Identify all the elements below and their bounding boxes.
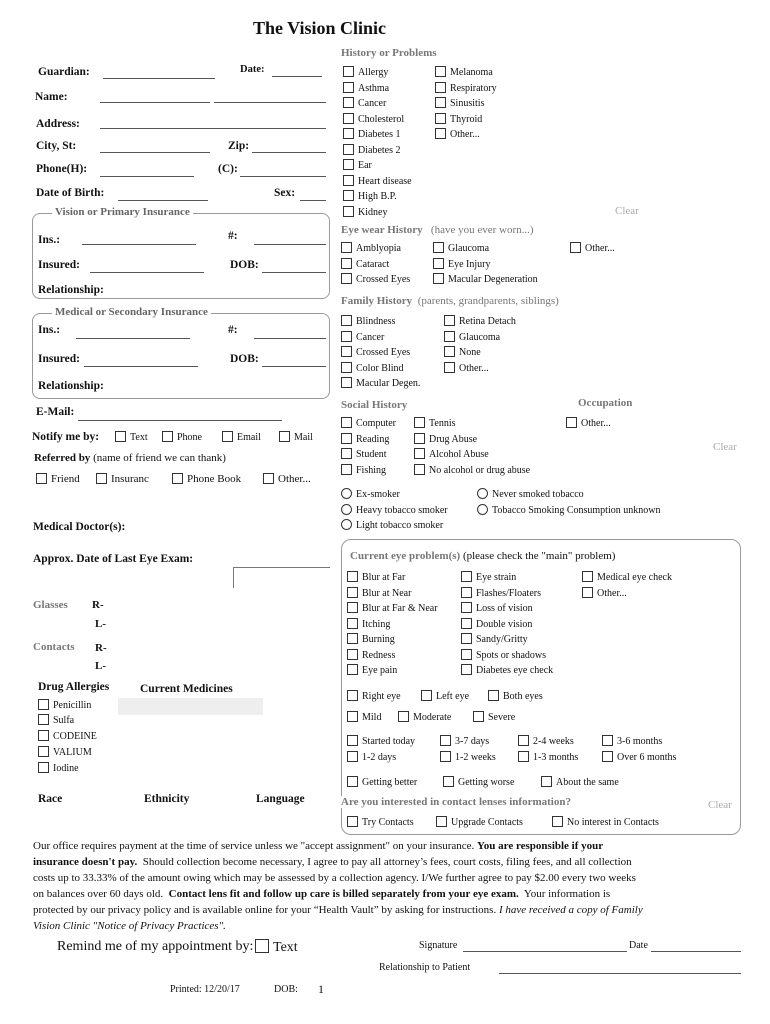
- last-exam-label: Approx. Date of Last Eye Exam:: [33, 553, 194, 565]
- social-item-label: Student: [356, 449, 387, 460]
- 3-7-days-checkbox[interactable]: 3-7 days: [440, 735, 489, 747]
- smoke-light-radio[interactable]: Light tobacco smoker: [341, 519, 443, 531]
- zip-label: Zip:: [228, 140, 250, 152]
- family-item-checkbox[interactable]: [341, 377, 420, 389]
- ins2-label: Ins.:: [38, 324, 61, 336]
- both-eyes-checkbox[interactable]: Both eyes: [488, 690, 543, 702]
- 1-2-days-checkbox[interactable]: 1-2 days: [347, 751, 396, 763]
- history-item-label: Respiratory: [450, 82, 497, 94]
- history-item-checkbox[interactable]: [343, 175, 412, 187]
- eyewear-item-label: Glaucoma: [448, 243, 490, 254]
- remind-text-checkbox[interactable]: Text: [255, 939, 298, 956]
- email-label: E-Mail:: [36, 406, 75, 418]
- drug-allergies-label: Drug Allergies: [38, 681, 110, 693]
- insured2-label: Insured:: [38, 353, 80, 365]
- checkbox-box[interactable]: [341, 273, 352, 284]
- insured2-dob-field[interactable]: [262, 366, 326, 367]
- checkbox-box[interactable]: [435, 97, 446, 108]
- history-item-label: Thyroid: [450, 113, 483, 125]
- social-item-label: Alcohol Abuse: [429, 449, 489, 460]
- no-interest-contacts-checkbox[interactable]: No interest in Contacts: [552, 816, 659, 828]
- history-item-checkbox[interactable]: [435, 82, 497, 94]
- checkbox-box[interactable]: [347, 618, 358, 629]
- ins2-number-field[interactable]: [254, 338, 326, 339]
- ins2-number-label: #:: [228, 324, 238, 336]
- checkbox-box[interactable]: [414, 464, 425, 475]
- getting-worse-checkbox[interactable]: Getting worse: [443, 776, 514, 788]
- moderate-checkbox[interactable]: Moderate: [398, 711, 451, 723]
- date-sign-label: Date: [629, 940, 648, 951]
- current-problem-checkbox[interactable]: [461, 633, 528, 645]
- insured2-field[interactable]: [84, 366, 198, 367]
- history-item-label: Diabetes 2: [358, 144, 401, 156]
- current-problem-label: Blur at Far & Near: [362, 603, 438, 614]
- current-problem-label: Other...: [597, 587, 627, 599]
- eyewear-title: Eye wear History (have you ever worn...): [341, 224, 534, 236]
- glasses-l-label: L-: [95, 618, 106, 630]
- ins-field[interactable]: [82, 244, 196, 245]
- checkbox-box[interactable]: [414, 433, 425, 444]
- current-problem-checkbox[interactable]: [582, 587, 627, 599]
- family-item-checkbox[interactable]: [444, 346, 481, 358]
- address-field[interactable]: [100, 128, 326, 129]
- history-item-checkbox[interactable]: [435, 66, 493, 78]
- checkbox-box[interactable]: [343, 66, 354, 77]
- social-item-label: Computer: [356, 418, 396, 429]
- checkbox-box[interactable]: [341, 464, 352, 475]
- family-item-label: None: [459, 347, 481, 358]
- printed-date: Printed: 12/20/17: [170, 984, 240, 995]
- started-today-checkbox[interactable]: Started today: [347, 735, 415, 747]
- 3-6-months-checkbox[interactable]: 3-6 months: [602, 735, 662, 747]
- checkbox-box[interactable]: [444, 346, 455, 357]
- checkbox-box[interactable]: [414, 448, 425, 459]
- relationship2-label: Relationship:: [38, 380, 104, 392]
- eyewear-item-checkbox[interactable]: [341, 242, 401, 254]
- insured-dob-field[interactable]: [262, 272, 326, 273]
- current-problem-checkbox[interactable]: [582, 571, 672, 583]
- checkbox-box[interactable]: [461, 633, 472, 644]
- checkbox-box[interactable]: [435, 128, 446, 139]
- allergy-valium-checkbox[interactable]: VALIUM: [38, 746, 92, 758]
- current-problem-checkbox[interactable]: [461, 664, 553, 676]
- notify-phone-checkbox[interactable]: Phone: [162, 431, 202, 443]
- history-item-label: Other...: [450, 129, 480, 140]
- checkbox-box[interactable]: [444, 331, 455, 342]
- eyewear-item-label: Eye Injury: [448, 258, 491, 270]
- history-item-checkbox[interactable]: [343, 144, 401, 156]
- signature-label: Signature: [419, 940, 458, 951]
- checkbox-box[interactable]: [461, 649, 472, 660]
- checkbox-box[interactable]: [461, 587, 472, 598]
- social-item-label: Reading: [356, 433, 390, 445]
- eyewear-item-checkbox[interactable]: [433, 258, 491, 270]
- current-problem-checkbox[interactable]: [347, 571, 405, 583]
- checkbox-box[interactable]: [433, 273, 444, 284]
- 1-2-weeks-checkbox[interactable]: 1-2 weeks: [440, 751, 496, 763]
- race-label: Race: [38, 793, 63, 805]
- try-contacts-checkbox[interactable]: Try Contacts: [347, 816, 414, 828]
- social-item-label: Fishing: [356, 464, 387, 476]
- severe-checkbox[interactable]: Severe: [473, 711, 515, 723]
- checkbox-box[interactable]: [414, 417, 425, 428]
- name-first-field[interactable]: [100, 102, 210, 103]
- family-item-checkbox[interactable]: [341, 346, 410, 358]
- glasses-label: Glasses: [33, 599, 68, 611]
- checkbox-box[interactable]: [343, 113, 354, 124]
- referred-label: Referred by (name of friend we can thank): [34, 452, 226, 464]
- contacts-question: Are you interested in contact lenses information?: [341, 796, 571, 808]
- checkbox-box[interactable]: [347, 587, 358, 598]
- checkbox-box[interactable]: [461, 571, 472, 582]
- current-problem-checkbox[interactable]: [347, 602, 438, 614]
- current-problems-group: [341, 539, 741, 835]
- checkbox-box[interactable]: [343, 206, 354, 217]
- insured-dob-label: DOB:: [230, 259, 259, 271]
- relationship-patient-field[interactable]: [499, 973, 741, 974]
- social-item-label: Drug Abuse: [429, 433, 478, 445]
- family-item-label: Color Blind: [356, 362, 404, 374]
- social-item-checkbox[interactable]: [341, 433, 389, 445]
- checkbox-box[interactable]: [347, 602, 358, 613]
- family-item-checkbox[interactable]: [444, 331, 500, 343]
- eyewear-item-label: Amblyopia: [356, 243, 401, 254]
- current-medicines-field[interactable]: [118, 698, 263, 715]
- checkbox-box[interactable]: [444, 362, 455, 373]
- checkbox-box[interactable]: [435, 82, 446, 93]
- eyewear-item-checkbox[interactable]: [433, 242, 489, 254]
- history-item-label: Heart disease: [358, 175, 412, 187]
- page-number: 1: [318, 982, 324, 996]
- history-item-checkbox[interactable]: [343, 190, 397, 202]
- social-item-checkbox[interactable]: [341, 417, 396, 429]
- allergy-penicillin-checkbox[interactable]: Penicillin: [38, 699, 91, 711]
- history-item-label: Asthma: [358, 82, 390, 94]
- current-problem-label: Burning: [362, 634, 395, 645]
- phone-h-label: Phone(H):: [36, 163, 88, 175]
- checkbox-box[interactable]: [461, 602, 472, 613]
- smoke-unknown-radio[interactable]: Tobacco Smoking Consumption unknown: [477, 504, 660, 516]
- history-item-checkbox[interactable]: [435, 113, 482, 125]
- social-item-checkbox[interactable]: [414, 417, 456, 429]
- eyewear-item-label: Macular Degeneration: [448, 274, 538, 285]
- insured2-dob-label: DOB:: [230, 353, 259, 365]
- social-item-checkbox[interactable]: [341, 464, 386, 476]
- family-item-checkbox[interactable]: [444, 315, 516, 327]
- allergy-codeine-checkbox[interactable]: CODEINE: [38, 730, 97, 742]
- checkbox-box[interactable]: [433, 242, 444, 253]
- contacts-label: Contacts: [33, 641, 75, 653]
- social-item-label: No alcohol or drug abuse: [429, 464, 531, 476]
- date-label: Date:: [240, 64, 265, 75]
- history-item-label: Diabetes 1: [358, 129, 401, 140]
- getting-better-checkbox[interactable]: Getting better: [347, 776, 417, 788]
- referred-insurance-checkbox[interactable]: Insuranc: [96, 473, 149, 485]
- guardian-label: Guardian:: [38, 66, 90, 78]
- eyewear-item-checkbox[interactable]: [341, 258, 389, 270]
- checkbox-box[interactable]: [343, 190, 354, 201]
- zip-field[interactable]: [252, 152, 326, 153]
- sex-field[interactable]: [300, 200, 326, 201]
- eyewear-other-checkbox[interactable]: Other...: [570, 242, 615, 254]
- checkbox-box[interactable]: [461, 664, 472, 675]
- referred-other-checkbox[interactable]: Other...: [263, 473, 311, 485]
- ins2-field[interactable]: [76, 338, 190, 339]
- checkbox-box[interactable]: [341, 417, 352, 428]
- social-clear-button[interactable]: Clear: [713, 441, 737, 453]
- referred-friend-checkbox[interactable]: Friend: [36, 473, 80, 485]
- current-problem-label: Eye pain: [362, 665, 398, 676]
- checkbox-box[interactable]: [343, 128, 354, 139]
- checkbox-box[interactable]: [347, 571, 358, 582]
- checkbox-box[interactable]: [343, 97, 354, 108]
- current-problem-checkbox[interactable]: [461, 649, 546, 661]
- current-problem-checkbox[interactable]: [347, 587, 411, 599]
- current-problem-label: Flashes/Floaters: [476, 587, 541, 599]
- family-item-label: Retina Detach: [459, 316, 516, 327]
- remind-label: Remind me of my appointment by:: [57, 939, 254, 954]
- dob-field[interactable]: [118, 200, 208, 201]
- current-medicines-label: Current Medicines: [140, 683, 233, 695]
- history-item-label: Cancer: [358, 98, 387, 109]
- social-item-checkbox[interactable]: [414, 464, 530, 476]
- allergy-sulfa-checkbox[interactable]: Sulfa: [38, 714, 74, 726]
- current-problem-checkbox[interactable]: [347, 664, 397, 676]
- history-item-label: Ear: [358, 160, 372, 171]
- about-same-checkbox[interactable]: About the same: [541, 776, 619, 788]
- checkbox-box[interactable]: [341, 258, 352, 269]
- phone-c-field[interactable]: [240, 176, 326, 177]
- eyewear-item-checkbox[interactable]: [433, 273, 538, 285]
- history-item-checkbox[interactable]: [343, 97, 386, 109]
- 2-4-weeks-checkbox[interactable]: 2-4 weeks: [518, 735, 574, 747]
- checkbox-box[interactable]: [341, 448, 352, 459]
- current-problem-checkbox[interactable]: [347, 633, 395, 645]
- eyewear-item-label: Cataract: [356, 258, 390, 270]
- checkbox-box[interactable]: [343, 159, 354, 170]
- family-item-label: Macular Degen.: [356, 378, 421, 389]
- current-problem-label: Blur at Near: [362, 587, 412, 599]
- left-eye-checkbox[interactable]: Left eye: [421, 690, 469, 702]
- family-item-label: Crossed Eyes: [356, 347, 411, 358]
- current-problem-checkbox[interactable]: [347, 649, 395, 661]
- current-problem-label: Spots or shadows: [476, 649, 547, 661]
- occupation-other-checkbox[interactable]: Other...: [566, 417, 611, 429]
- dob-label: Date of Birth:: [36, 187, 105, 199]
- family-item-label: Cancer: [356, 331, 385, 343]
- name-label: Name:: [35, 91, 68, 103]
- city-label: City, St:: [36, 140, 77, 152]
- current-problem-checkbox[interactable]: [461, 618, 532, 630]
- history-clear-button[interactable]: Clear: [615, 205, 639, 217]
- checkbox-box[interactable]: [347, 649, 358, 660]
- family-item-checkbox[interactable]: [341, 331, 384, 343]
- family-item-checkbox[interactable]: [341, 315, 395, 327]
- glasses-r-label: R-: [92, 599, 104, 611]
- checkbox-box[interactable]: [341, 331, 352, 342]
- history-item-checkbox[interactable]: [435, 128, 480, 140]
- checkbox-box[interactable]: [343, 82, 354, 93]
- current-problem-checkbox[interactable]: [461, 602, 533, 614]
- checkbox-box[interactable]: [347, 633, 358, 644]
- current-problem-label: Itching: [362, 618, 391, 630]
- printed-dob: DOB:: [274, 984, 298, 995]
- last-exam-field[interactable]: [233, 567, 330, 588]
- current-problems-title: Current eye problem(s) (please check the "main" problem): [350, 550, 616, 562]
- history-item-label: Allergy: [358, 67, 389, 78]
- name-last-field[interactable]: [214, 102, 326, 103]
- relationship-label: Relationship:: [38, 284, 104, 296]
- notify-mail-checkbox[interactable]: Mail: [279, 431, 313, 443]
- history-item-label: High B.P.: [358, 191, 397, 202]
- history-item-label: Cholesterol: [358, 113, 405, 125]
- smoke-ex-radio[interactable]: Ex-smoker: [341, 488, 400, 500]
- upgrade-contacts-checkbox[interactable]: Upgrade Contacts: [436, 816, 523, 828]
- checkbox-box[interactable]: [582, 571, 593, 582]
- medical-doctor-label: Medical Doctor(s):: [33, 521, 126, 533]
- social-item-checkbox[interactable]: [414, 433, 477, 445]
- smoke-heavy-radio[interactable]: Heavy tobacco smoker: [341, 504, 448, 516]
- address-label: Address:: [36, 118, 80, 130]
- current-problem-label: Sandy/Gritty: [476, 634, 528, 645]
- signature-field[interactable]: [463, 951, 627, 952]
- social-item-checkbox[interactable]: [414, 448, 489, 460]
- history-item-checkbox[interactable]: [435, 97, 484, 109]
- checkbox-box[interactable]: [343, 175, 354, 186]
- allergy-iodine-checkbox[interactable]: Iodine: [38, 762, 79, 774]
- history-item-checkbox[interactable]: [343, 128, 401, 140]
- ins-number-label: #:: [228, 230, 238, 242]
- page-title: The Vision Clinic: [253, 18, 387, 38]
- history-title: History or Problems: [341, 47, 437, 59]
- mild-checkbox[interactable]: Mild: [347, 711, 381, 723]
- checkbox-box[interactable]: [343, 144, 354, 155]
- insured-field[interactable]: [90, 272, 204, 273]
- current-problem-checkbox[interactable]: [347, 618, 390, 630]
- history-item-checkbox[interactable]: [343, 113, 404, 125]
- smoke-never-radio[interactable]: Never smoked tobacco: [477, 488, 584, 500]
- checkbox-box[interactable]: [341, 346, 352, 357]
- checkbox-box[interactable]: [444, 315, 455, 326]
- history-item-label: Melanoma: [450, 67, 493, 78]
- family-item-label: Other...: [459, 362, 489, 374]
- current-problem-label: Double vision: [476, 618, 533, 630]
- phone-h-field[interactable]: [100, 176, 194, 177]
- checkbox-box[interactable]: [341, 433, 352, 444]
- right-eye-checkbox[interactable]: Right eye: [347, 690, 401, 702]
- secondary-insurance-legend: Medical or Secondary Insurance: [52, 306, 211, 318]
- eyewear-item-checkbox[interactable]: [341, 273, 410, 285]
- family-item-checkbox[interactable]: [341, 362, 404, 374]
- current-clear-button[interactable]: Clear: [708, 799, 732, 811]
- 1-3-months-checkbox[interactable]: 1-3 months: [518, 751, 578, 763]
- checkbox-box[interactable]: [435, 66, 446, 77]
- guardian-field[interactable]: [103, 78, 215, 79]
- current-problem-label: Medical eye check: [597, 572, 672, 583]
- insured-label: Insured:: [38, 259, 80, 271]
- family-item-label: Glaucoma: [459, 331, 501, 343]
- history-item-checkbox[interactable]: [343, 206, 387, 218]
- social-item-label: Tennis: [429, 418, 456, 429]
- history-item-label: Sinusitis: [450, 98, 485, 109]
- primary-insurance-legend: Vision or Primary Insurance: [52, 206, 193, 218]
- social-item-checkbox[interactable]: [341, 448, 387, 460]
- notify-email-checkbox[interactable]: Email: [222, 431, 261, 443]
- checkbox-box[interactable]: [435, 113, 446, 124]
- contacts-r-label: R-: [95, 642, 107, 654]
- current-problem-label: Eye strain: [476, 572, 517, 583]
- current-problem-label: Redness: [362, 649, 396, 661]
- current-problem-checkbox[interactable]: [461, 571, 516, 583]
- social-title: Social History: [341, 399, 408, 411]
- family-item-checkbox[interactable]: [444, 362, 489, 374]
- history-item-checkbox[interactable]: [343, 82, 389, 94]
- date-sign-field[interactable]: [651, 951, 741, 952]
- family-item-label: Blindness: [356, 316, 396, 327]
- language-label: Language: [256, 793, 305, 805]
- notify-label: Notify me by:: [32, 431, 100, 443]
- contacts-l-label: L-: [95, 660, 106, 672]
- ethnicity-label: Ethnicity: [144, 793, 190, 805]
- checkbox-box[interactable]: [347, 664, 358, 675]
- city-field[interactable]: [100, 152, 210, 153]
- history-item-label: Kidney: [358, 206, 388, 218]
- date-field[interactable]: [272, 76, 322, 77]
- checkbox-box[interactable]: [341, 242, 352, 253]
- checkbox-box[interactable]: [341, 377, 352, 388]
- current-problem-checkbox[interactable]: [461, 587, 541, 599]
- current-problem-label: Loss of vision: [476, 603, 533, 614]
- history-item-checkbox[interactable]: [343, 159, 372, 171]
- over-6-months-checkbox[interactable]: Over 6 months: [602, 751, 676, 763]
- checkbox-box[interactable]: [582, 587, 593, 598]
- current-problem-label: Diabetes eye check: [476, 665, 554, 676]
- phone-c-label: (C):: [218, 163, 238, 175]
- notify-text-checkbox[interactable]: Text: [115, 431, 148, 443]
- email-field[interactable]: [78, 420, 282, 421]
- eyewear-item-label: Crossed Eyes: [356, 274, 411, 285]
- current-problem-label: Blur at Far: [362, 572, 406, 583]
- sex-label: Sex:: [274, 187, 296, 199]
- checkbox-box[interactable]: [341, 315, 352, 326]
- checkbox-box[interactable]: [341, 362, 352, 373]
- checkbox-box[interactable]: [433, 258, 444, 269]
- ins-number-field[interactable]: [254, 244, 326, 245]
- history-item-checkbox[interactable]: [343, 66, 388, 78]
- family-title: Family History (parents, grandparents, siblings): [341, 295, 559, 307]
- occupation-label: Occupation: [578, 397, 633, 409]
- ins-label: Ins.:: [38, 234, 61, 246]
- policy-paragraph: Our office requires payment at the time of service unless we "accept assignment" on your insurance. You are responsible if your insurance doesn't pay. Should collection become necessary, I agree to pay all attorney’s fees, court costs, filing fees, and all collection costs up to 33.33% of the amount owing which may be assessed by a collection agency. I/We further agree to pay $2.00 every two weeks on balances over 60 days old. Contact lens fit and follow up care is billed separately from your eye exam. Your information is protected by our privacy policy and is available online for your “Health Vault” by asking for instructions. I have received a copy of Family Vision Clinic "Notice of Privacy Practices".: [33, 840, 643, 932]
- referred-phonebook-checkbox[interactable]: Phone Book: [172, 473, 241, 485]
- checkbox-box[interactable]: [461, 618, 472, 629]
- relationship-patient-label: Relationship to Patient: [379, 962, 471, 973]
